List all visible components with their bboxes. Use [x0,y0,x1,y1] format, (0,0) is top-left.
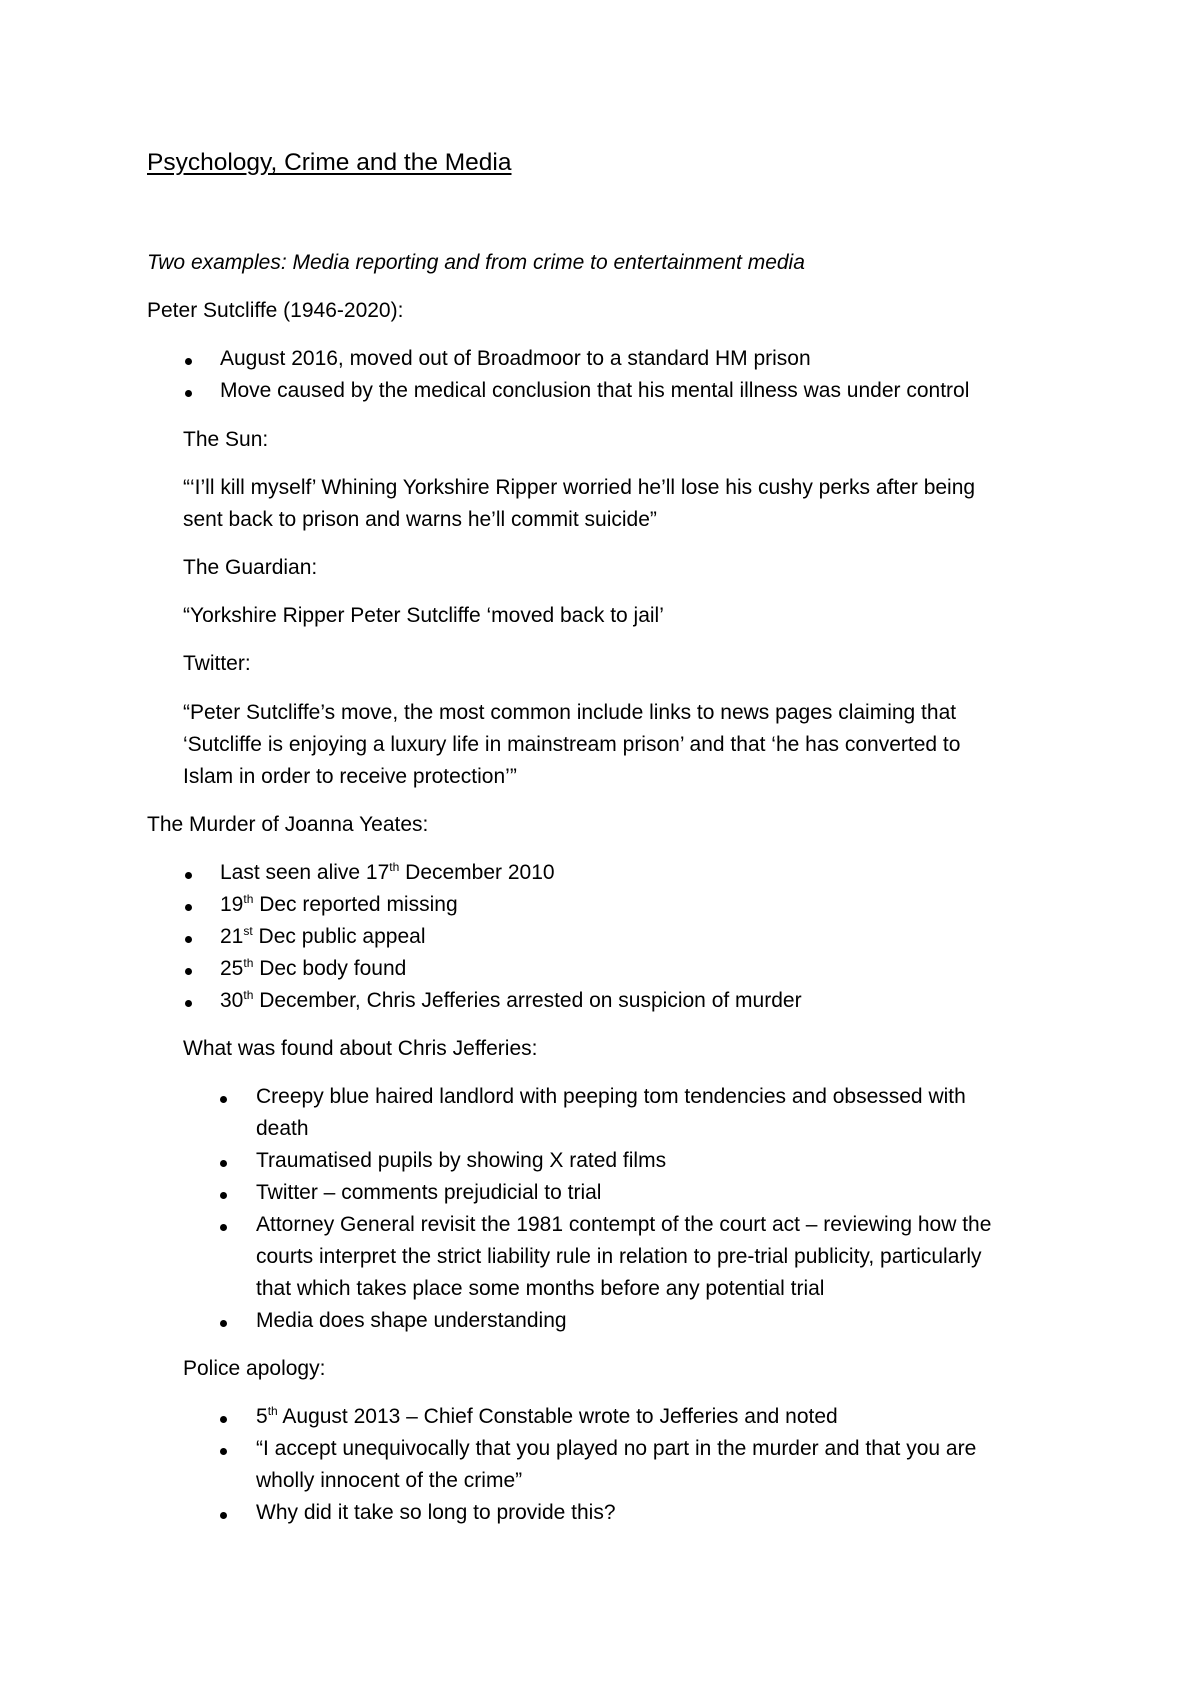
bullet-icon [220,1224,227,1231]
yeates-heading: The Murder of Joanna Yeates: [147,813,429,836]
list-item-continued: wholly innocent of the crime” [256,1469,523,1492]
page-title: Psychology, Crime and the Media [147,149,512,176]
sun-quote-line: sent back to prison and warns he’ll commit suicide” [183,508,657,531]
bullet-icon [185,936,192,943]
list-item: Traumatised pupils by showing X rated films [256,1149,667,1172]
list-item-continued: death [256,1117,309,1140]
bullet-icon [185,872,192,879]
bullet-icon [220,1160,227,1167]
list-item: “I accept unequivocally that you played no part in the murder and that you are [256,1437,977,1460]
list-item: 5th August 2013 – Chief Constable wrote to Jefferies and noted [256,1404,838,1428]
sutcliffe-heading: Peter Sutcliffe (1946-2020): [147,299,404,322]
list-item-continued: courts interpret the strict liability rule in relation to pre-trial publicity, particularly [256,1245,982,1268]
list-item: Move caused by the medical conclusion that his mental illness was under control [220,379,970,402]
twitter-label: Twitter: [183,652,251,675]
bullet-icon [220,1192,227,1199]
timeline-item: 19th Dec reported missing [220,892,458,916]
list-item: Twitter – comments prejudicial to trial [256,1181,602,1204]
bullet-icon [185,968,192,975]
bullet-icon [220,1320,227,1327]
list-item-continued: that which takes place some months before any potential trial [256,1277,825,1300]
apology-heading: Police apology: [183,1357,326,1380]
found-heading: What was found about Chris Jefferies: [183,1037,538,1060]
sun-quote-line: “‘I’ll kill myself’ Whining Yorkshire Ripper worried he’ll lose his cushy perks after being [183,476,976,499]
twitter-quote-line: ‘Sutcliffe is enjoying a luxury life in mainstream prison’ and that ‘he has converted to [183,733,961,756]
twitter-quote-line: “Peter Sutcliffe’s move, the most common include links to news pages claiming that [183,701,957,724]
bullet-icon [220,1448,227,1455]
bullet-icon [220,1096,227,1103]
subtitle: Two examples: Media reporting and from crime to entertainment media [147,251,805,274]
guardian-label: The Guardian: [183,556,318,579]
bullet-icon [185,1000,192,1007]
guardian-quote: “Yorkshire Ripper Peter Sutcliffe ‘moved back to jail’ [183,604,664,627]
bullet-icon [185,358,192,365]
bullet-icon [185,390,192,397]
timeline-item: Last seen alive 17th December 2010 [220,860,555,884]
timeline-item: 21st Dec public appeal [220,924,426,948]
list-item: Why did it take so long to provide this? [256,1501,616,1524]
bullet-icon [220,1416,227,1423]
twitter-quote-line: Islam in order to receive protection’” [183,765,517,788]
bullet-icon [185,904,192,911]
timeline-item: 30th December, Chris Jefferies arrested on suspicion of murder [220,988,802,1012]
timeline-item: 25th Dec body found [220,956,407,980]
bullet-icon [220,1512,227,1519]
list-item: Attorney General revisit the 1981 contempt of the court act – reviewing how the [256,1213,992,1236]
list-item: Creepy blue haired landlord with peeping tom tendencies and obsessed with [256,1085,966,1108]
list-item: Media does shape understanding [256,1309,567,1332]
sun-label: The Sun: [183,428,269,451]
list-item: August 2016, moved out of Broadmoor to a standard HM prison [220,347,811,370]
